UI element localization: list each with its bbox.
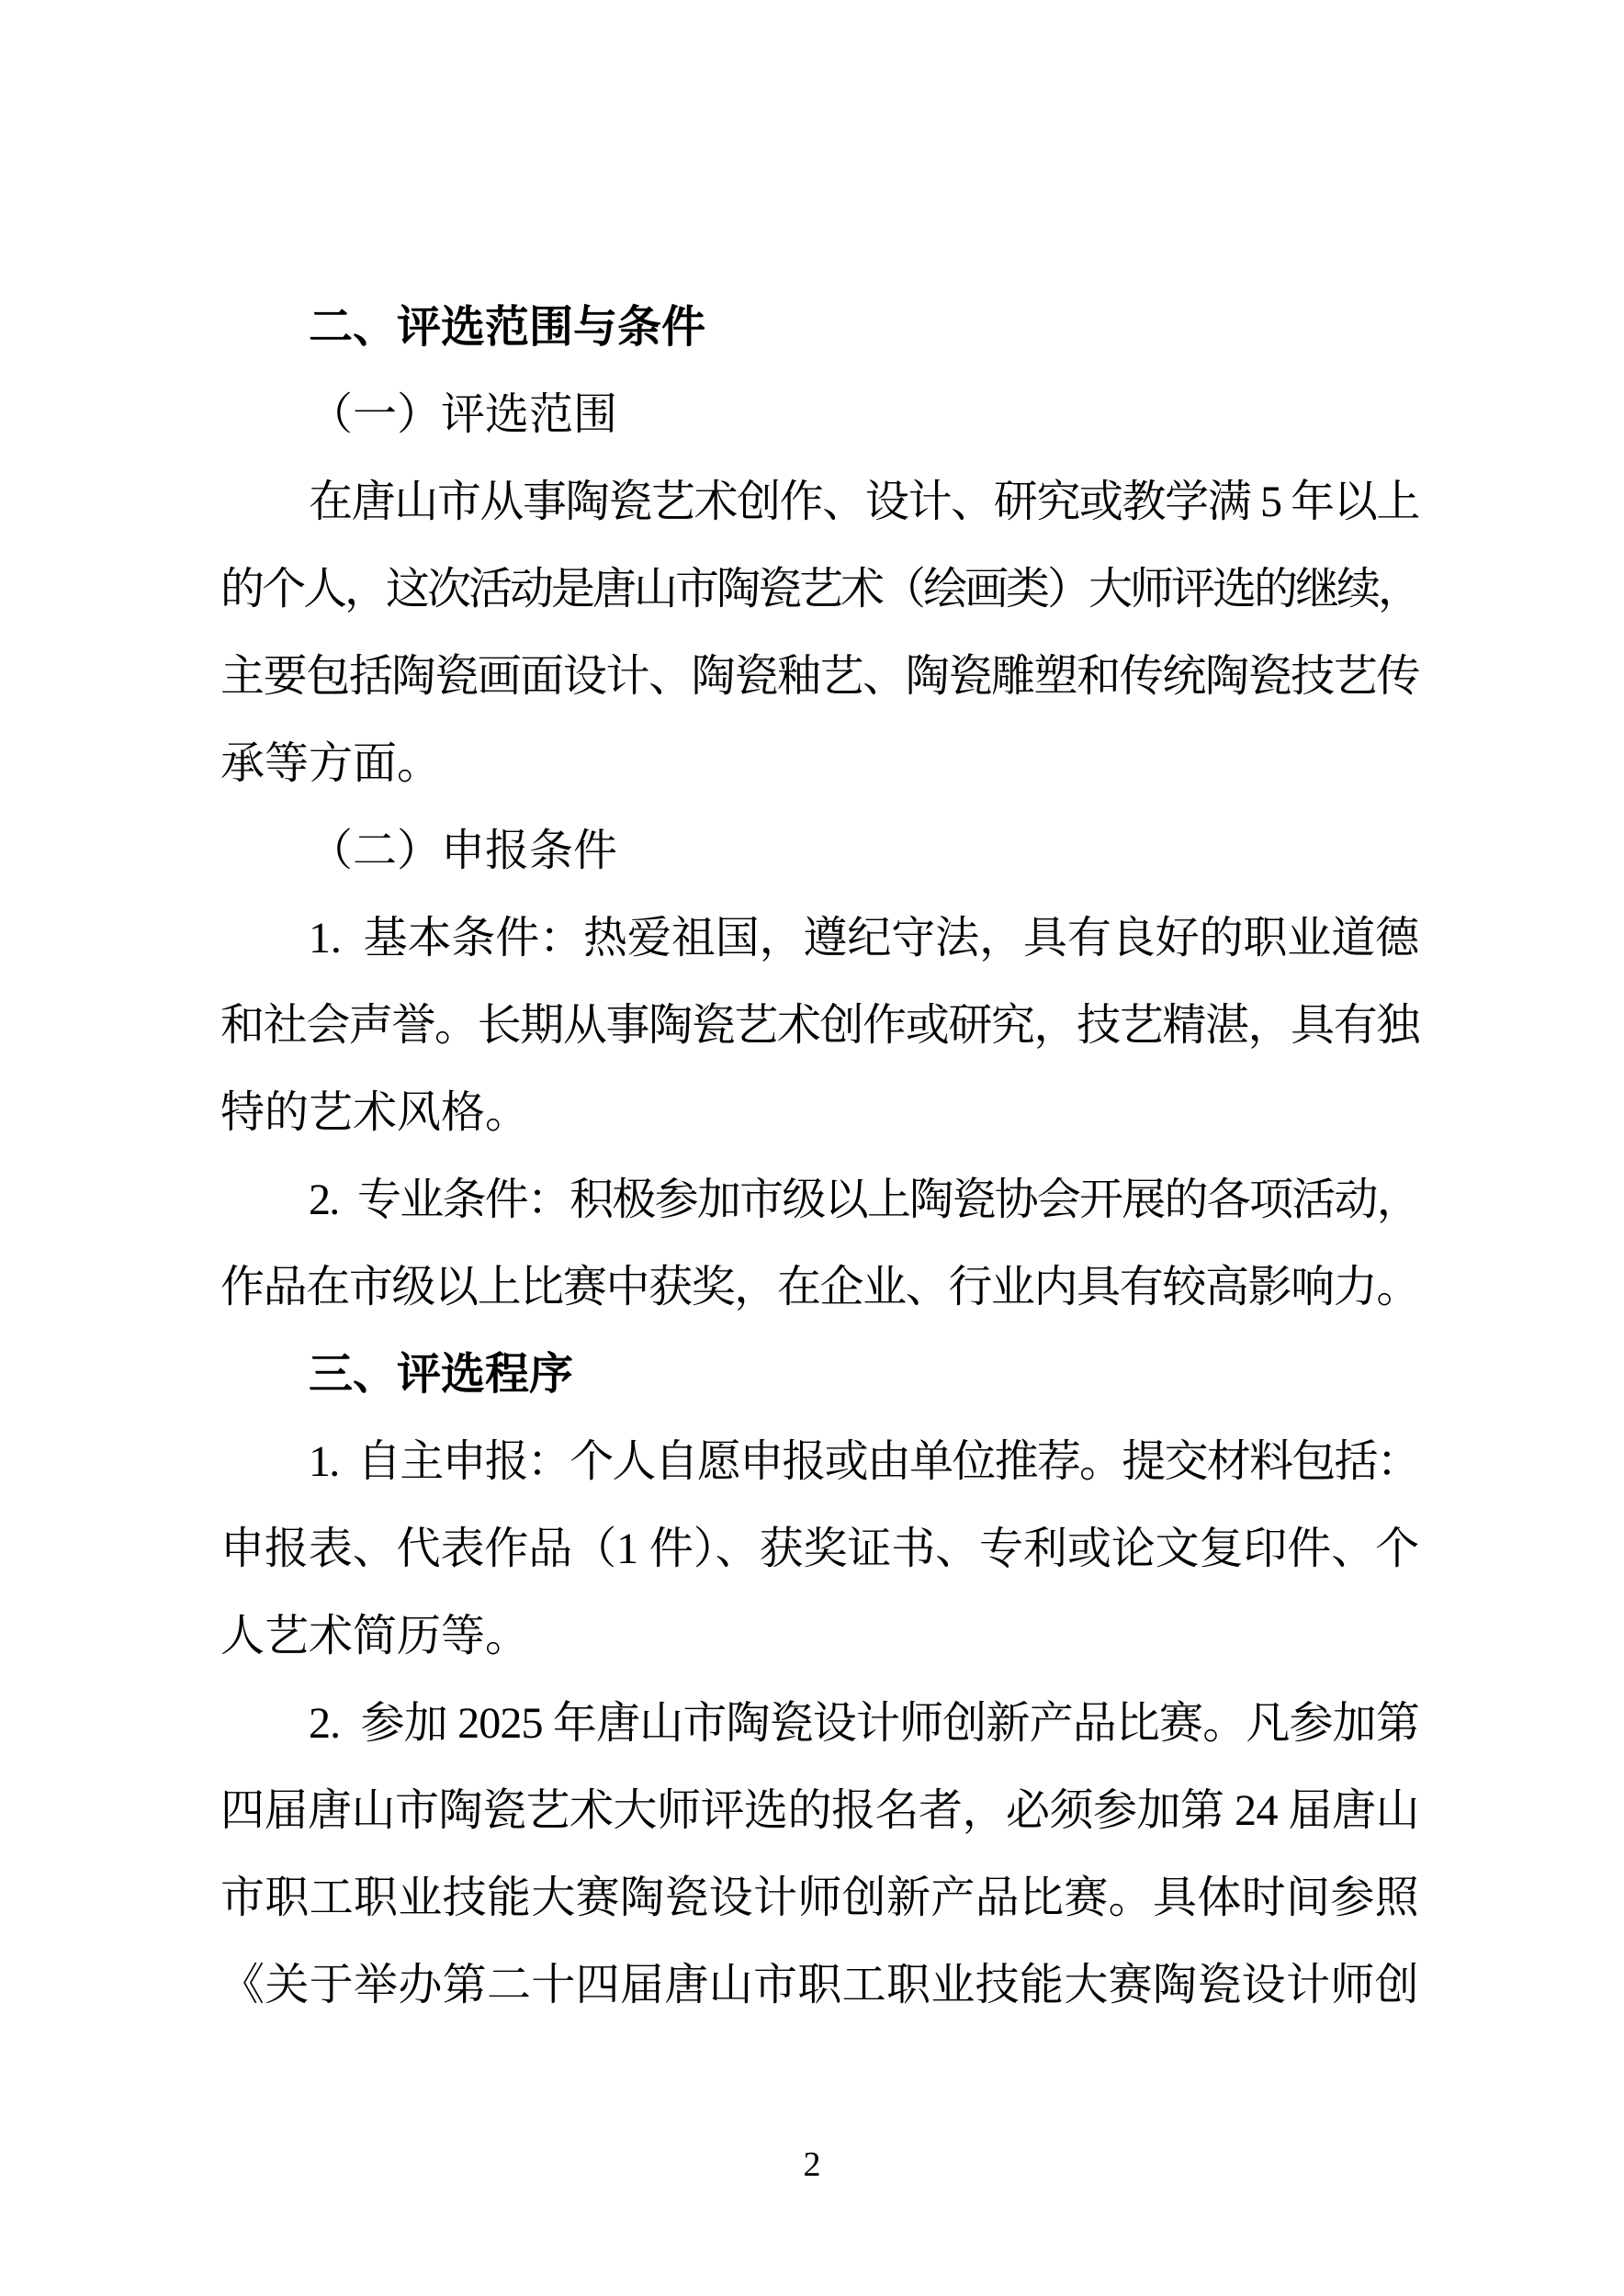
document-line xyxy=(220,1854,1419,1941)
document-line xyxy=(220,1418,1419,1505)
document-line xyxy=(220,720,1419,807)
document-line xyxy=(220,1941,1419,2029)
line-text: 二、评选范围与条件 xyxy=(309,303,706,352)
line-text: 的个人，这次活动是唐山市陶瓷艺术（绘画类）大师评选的继续， xyxy=(220,565,1419,613)
line-text: 主要包括陶瓷画面设计、陶瓷釉艺、陶瓷雕塑和传统陶瓷技艺传 xyxy=(220,652,1419,701)
document-line xyxy=(220,807,1419,895)
document-line xyxy=(220,1156,1419,1244)
section-heading xyxy=(220,1331,1419,1418)
line-text: 和社会声誉。长期从事陶瓷艺术创作或研究，技艺精湛，具有独 xyxy=(220,1001,1419,1050)
line-text: 特的艺术风格。 xyxy=(220,1088,530,1137)
line-text: 申报表、代表作品（1 件）、获奖证书、专利或论文复印件、个 xyxy=(220,1525,1419,1573)
line-text: 2. 专业条件：积极参加市级以上陶瓷协会开展的各项活动， xyxy=(309,1176,1419,1224)
document-line xyxy=(220,1505,1419,1593)
line-text: 1. 基本条件：热爱祖国，遵纪守法，具有良好的职业道德 xyxy=(309,914,1419,962)
document-line xyxy=(220,982,1419,1069)
page-number: 2 xyxy=(803,2145,821,2184)
line-text: 人艺术简历等。 xyxy=(220,1612,530,1660)
document-line xyxy=(220,1680,1419,1767)
line-text: 1. 自主申报：个人自愿申报或由单位推荐。提交材料包括： xyxy=(309,1437,1419,1486)
document-line xyxy=(220,633,1419,720)
line-text: 2. 参加 2025 年唐山市陶瓷设计师创新产品比赛。凡参加第 xyxy=(309,1699,1419,1748)
line-text: 作品在市级以上比赛中获奖，在企业、行业内具有较高影响力。 xyxy=(220,1263,1419,1311)
line-text: 承等方面。 xyxy=(220,739,442,788)
page-footer xyxy=(0,2145,1624,2184)
document-line xyxy=(220,1069,1419,1156)
document-line xyxy=(220,1244,1419,1331)
line-text: 四届唐山市陶瓷艺术大师评选的报名者，必须参加第 24 届唐山 xyxy=(220,1786,1419,1835)
line-text: （二）申报条件 xyxy=(309,827,618,875)
line-text: （一）评选范围 xyxy=(309,390,618,439)
document-line xyxy=(220,1593,1419,1680)
document-line xyxy=(220,371,1419,458)
line-text: 在唐山市从事陶瓷艺术创作、设计、研究或教学满 5 年以上 xyxy=(309,478,1419,526)
document-body xyxy=(220,284,1419,2029)
line-text: 市职工职业技能大赛陶瓷设计师创新产品比赛。具体时间参照 xyxy=(220,1874,1419,1922)
line-text: 三、评选程序 xyxy=(309,1350,574,1399)
document-line xyxy=(220,1767,1419,1854)
document-line xyxy=(220,546,1419,633)
line-text: 《关于举办第二十四届唐山市职工职业技能大赛陶瓷设计师创 xyxy=(220,1961,1419,2009)
section-heading xyxy=(220,284,1419,371)
document-line xyxy=(220,895,1419,982)
document-line xyxy=(220,458,1419,546)
